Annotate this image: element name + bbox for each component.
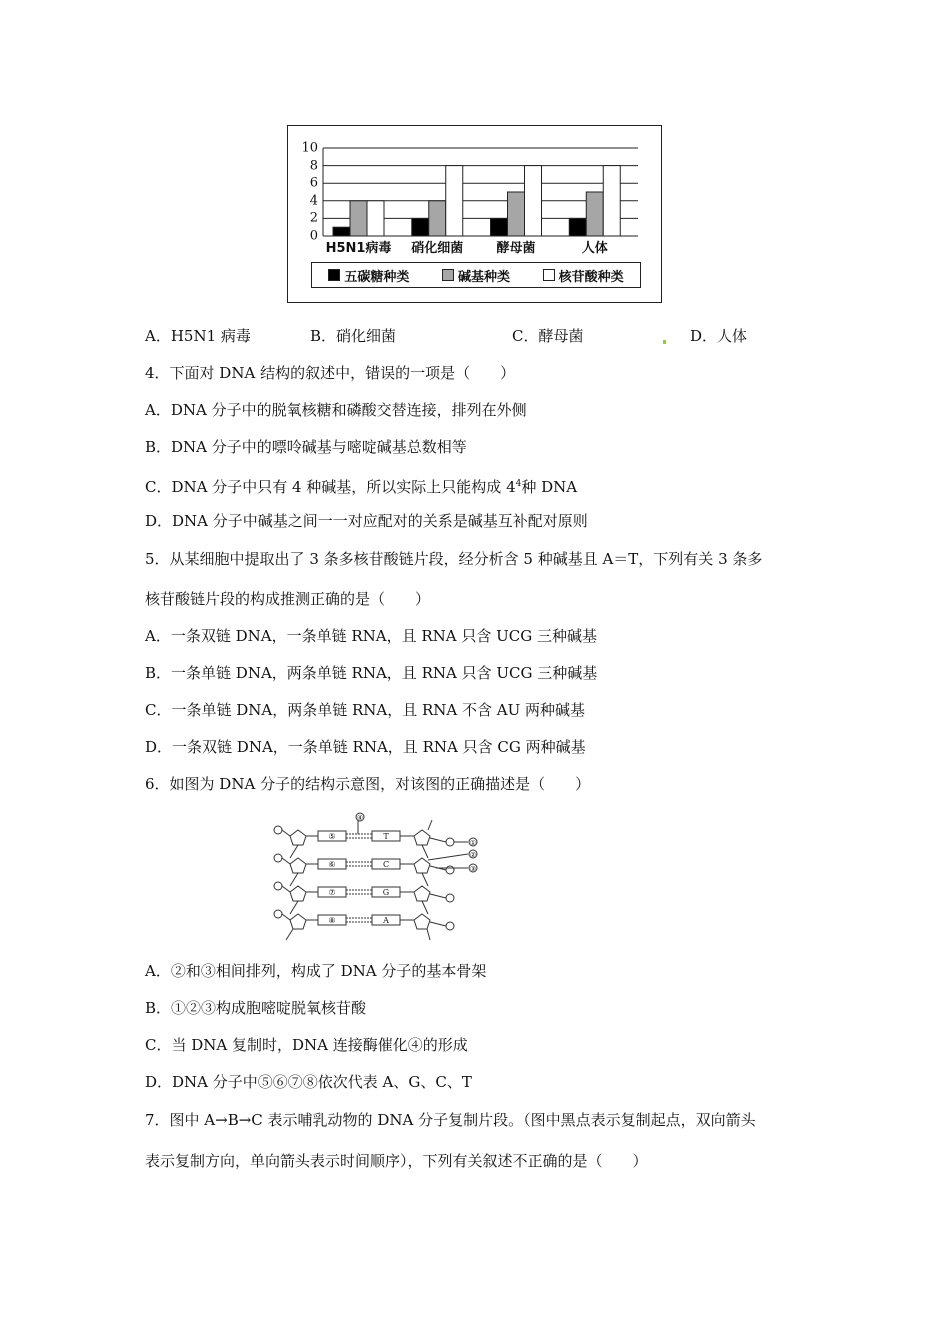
- dna-base-label: C: [382, 860, 390, 869]
- legend-label: 碱基种类: [457, 269, 510, 285]
- dna-left-label: ⑦: [328, 888, 336, 897]
- bar: [586, 192, 603, 236]
- dna-base-label: A: [383, 916, 389, 925]
- legend-swatch-black: [328, 269, 340, 281]
- q5-option-c: C．一条单链 DNA，两条单链 RNA，且 RNA 不含 AU 两种碱基: [145, 701, 586, 719]
- q6-stem: 6．如图为 DNA 分子的结构示意图，对该图的正确描述是（ ）: [145, 775, 591, 793]
- q6-option-a: A．②和③相间排列，构成了 DNA 分子的基本骨架: [145, 962, 487, 980]
- bar: [508, 192, 525, 236]
- dna-base-label: G: [382, 888, 390, 897]
- superscript: 4: [515, 479, 522, 489]
- q5-stem-line1: 5．从某细胞中提取出了 3 条多核苷酸链片段，经分析含 5 种碱基且 A＝T，下列有关 3 条多: [145, 550, 763, 568]
- y-tick-label: 0: [309, 228, 318, 244]
- q5-option-a: A．一条双链 DNA，一条单链 RNA，且 RNA 只含 UCG 三种碱基: [145, 627, 598, 645]
- y-tick-label: 2: [309, 210, 318, 226]
- bar: [491, 218, 508, 236]
- q7-stem-line1: 7．图中 A→B→C 表示哺乳动物的 DNA 分子复制片段。（图中黑点表示复制起点，双向箭头: [145, 1111, 756, 1129]
- q5-option-d: D．一条双链 DNA，一条单链 RNA，且 RNA 只含 CG 两种碱基: [145, 738, 586, 756]
- y-tick-label: 4: [309, 193, 318, 209]
- dna-left-label: ⑥: [328, 860, 336, 869]
- q7-stem-line2: 表示复制方向，单向箭头表示时间顺序），下列有关叙述不正确的是（ ）: [145, 1152, 648, 1170]
- bar: [333, 227, 350, 236]
- q3-option-d: D．人体: [690, 327, 748, 345]
- q3-option-a: A．H5N1 病毒: [145, 327, 251, 345]
- q4-option-c-tail: 种 DNA: [521, 478, 578, 496]
- q6-option-b: B．①②③构成胞嘧啶脱氧核苷酸: [145, 999, 367, 1017]
- stray-dot: [663, 340, 666, 344]
- legend-item-nucleotide: [543, 266, 624, 285]
- q5-stem-line2: 核苷酸链片段的构成推测正确的是（ ）: [145, 590, 431, 608]
- x-tick-label: 酵母菌: [496, 241, 536, 256]
- bar: [525, 166, 542, 236]
- q6-option-c: C．当 DNA 复制时，DNA 连接酶催化④的形成: [145, 1036, 468, 1054]
- bar: [429, 201, 446, 236]
- y-tick-label: 8: [309, 158, 318, 174]
- bar: [569, 218, 586, 236]
- q6-option-d: D．DNA 分子中⑤⑥⑦⑧依次代表 A、G、C、T: [145, 1073, 472, 1091]
- y-tick-label: 10: [301, 140, 318, 156]
- bar: [446, 166, 463, 236]
- x-tick-label: H5N1病毒: [325, 241, 392, 256]
- bar-chart: [287, 125, 662, 303]
- q3-option-b: B．硝化细菌: [310, 327, 397, 345]
- x-tick-label: 硝化细菌: [411, 241, 464, 256]
- bar: [603, 166, 620, 236]
- q4-option-d: D．DNA 分子中碱基之间一一对应配对的关系是碱基互补配对原则: [145, 512, 588, 530]
- q4-option-a: A．DNA 分子中的脱氧核糖和磷酸交替连接，排列在外侧: [145, 401, 527, 419]
- legend-label: 核苷酸种类: [558, 269, 624, 285]
- bar: [350, 201, 367, 236]
- dna-left-label: ⑤: [328, 832, 336, 841]
- bar: [367, 201, 384, 236]
- dna-left-label: ⑧: [328, 916, 336, 925]
- q4-option-b: B．DNA 分子中的嘌呤碱基与嘧啶碱基总数相等: [145, 438, 467, 456]
- dna-callout-3: ③: [469, 865, 477, 873]
- chart-legend: [311, 262, 641, 288]
- dna-base-label: T: [383, 832, 389, 841]
- legend-item-pentose: [328, 266, 409, 285]
- q5-option-b: B．一条单链 DNA，两条单链 RNA，且 RNA 只含 UCG 三种碱基: [145, 664, 598, 682]
- legend-item-base: [442, 266, 510, 285]
- q3-option-c: C．酵母菌: [512, 327, 584, 345]
- legend-swatch-white: [543, 269, 555, 281]
- dna-structure-diagram: [268, 812, 488, 946]
- x-tick-label: 人体: [581, 241, 608, 256]
- legend-swatch-gray: [442, 269, 454, 281]
- q4-stem: 4．下面对 DNA 结构的叙述中，错误的一项是（ ）: [145, 364, 516, 382]
- dna-callout-1: ①: [469, 839, 477, 847]
- y-tick-label: 6: [309, 175, 318, 191]
- q4-option-c-text: C．DNA 分子中只有 4 种碱基，所以实际上只能构成 4: [145, 478, 516, 496]
- q4-option-c: [145, 474, 577, 497]
- bar: [412, 218, 429, 236]
- dna-callout-4: ④: [356, 814, 364, 822]
- legend-label: 五碳糖种类: [344, 269, 410, 285]
- dna-callout-2: ②: [469, 851, 477, 859]
